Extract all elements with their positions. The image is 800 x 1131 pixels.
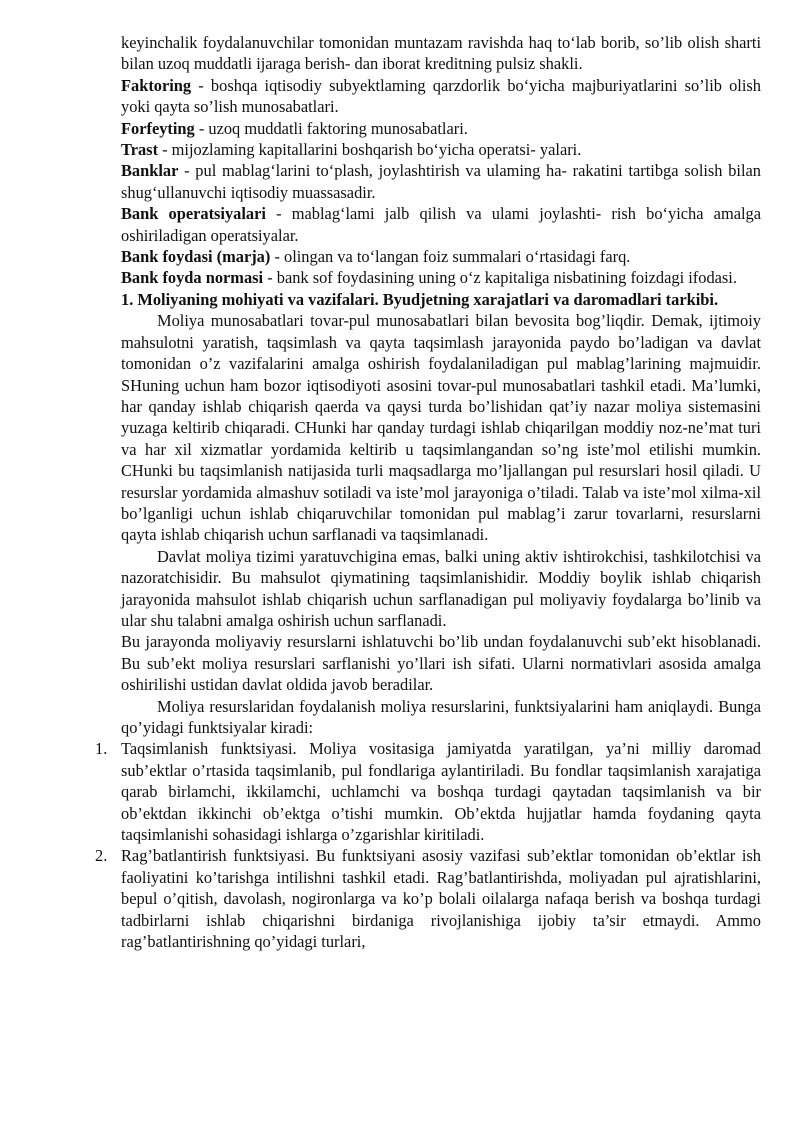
glossary-definition: - olingan va to‘langan foiz summalari o‘rtasidagi farq. <box>270 247 631 267</box>
body-paragraph: Davlat moliya tizimi yaratuvchigina emas, balki uning aktiv ishtirokchisi, tashkilotchisi va nazoratchisidir. Bu mahsulot qiymatining taqsimlanishidir. Moddiy boylik ishlab chiqarish jarayonida mahsulot ishlab chiqarish uchun sarflanadigan pul moliyaviy foydalarga bo’linib va ular shu talabni amalga oshirish uchun sarflanadi. <box>121 546 761 630</box>
glossary-entry <box>121 267 761 288</box>
list-item <box>95 845 761 952</box>
glossary-entry <box>121 246 761 267</box>
glossary-definition: - boshqa iqtisodiy subyektlaming qarzdorlik bo‘yicha majburiyatlarini so’lib olish yoki qayta so’lish munosabatlari. <box>121 75 761 117</box>
glossary-definition: - uzoq muddatli faktoring munosabatlari. <box>194 118 468 138</box>
list-text: Taqsimlanish funktsiyasi. Moliya vositasiga jamiyatda yaratilgan, ya’ni milliy daromad sub’ektlar o’rtasida taqsimlanib, pul fondlariga aylantiriladi. Bu fondlar taqsimlanish xarajatiga qarab birlamchi, ikkilamchi, uchlamchi va boshqa turdagi qaytadan taqsimlanish va bir ob’ektdan ikkinchi ob’ektga o’tishi mumkin. Ob’ektda hujjatlar hamda foydaning qayta taqsimlanishi sohasidagi ishlarga o’zgarishlar kiritiladi. <box>121 739 761 845</box>
intro-paragraph: keyinchalik foydalanuvchilar tomonidan muntazam ravishda haq to‘lab borib, so’lib olish sharti bilan uzoq muddatli ijaraga berish- dan iborat kreditning pulsiz shakli. <box>121 33 761 74</box>
glossary-entry <box>121 75 761 118</box>
section-heading: 1. Moliyaning mohiyati va vazifalari. Byudjetning xarajatlari va daromadlari tarkibi. <box>121 289 719 309</box>
glossary-term: Bank operatsiyalari <box>121 204 266 224</box>
glossary-definition: - mijozlaming kapitallarini boshqarish bo‘yicha operatsi- yalari. <box>158 140 582 160</box>
document-page <box>95 32 761 952</box>
glossary-entry <box>121 139 761 160</box>
function-list <box>95 738 761 952</box>
list-number: 2. <box>95 846 108 866</box>
glossary-definition: - pul mablag‘larini to‘plash, joylashtirish va ulaming ha- rakatini tartibga solish bilan shug‘ullanuvchi iqtisodiy muassasadir. <box>121 161 761 202</box>
glossary-term: Trast <box>121 140 159 160</box>
glossary-entry <box>121 203 761 246</box>
glossary-entry <box>121 118 761 139</box>
list-item <box>95 738 761 845</box>
list-text: Rag’batlantirish funktsiyasi. Bu funktsiyani asosiy vazifasi sub’ektlar tomonidan ob’ektlar ish faoliyatini ko’tarishga intilishni tashkil etadi. Rag’batlantirishda, moliyadan pul ajratishlarini, bepul o’qitish, davolash, nogironlarga va ko’p bolali oilalarga nafaqa berish va boshqa turdagi tadbirlarni ishlab chiqarishni birdaniga rivojlanishiga ijobiy ta’sir etmaydi. Ammo rag’batlantirishning qo’yidagi turlari, <box>121 846 761 952</box>
body-paragraph: Moliya munosabatlari tovar-pul munosabatlari bilan bevosita bog’liqdir. Demak, ijtimoiy mahsulotni yaratish, taqsimlash va qayta taqsimlash jarayonida paydo bo’ladigan va davlat tomonidan o’z vazifalarini amalga oshirish foydalaniladigan pul mablag’larining majmuidir. SHuning uchun ham bozor iqtisodiyoti asosini tovar-pul munosabatlari tashkil etadi. Ma’lumki, har qanday ishlab chiqarish qaerda va qaysi turda bo’lishidan qat’iy nazar moliya sistemasini yuzaga keltirib chiqaradi. CHunki har qanday turdagi ishlab chiqarilgan moddiy noz-ne’mat turi va har xil xizmatlar yordamida keltirib u taqsimlangandan so’ng iste’mol etilishi mumkin. CHunki bu taqsimlanish natijasida turli maqsadlarga mo’ljallangan pul resurslari hosil qiladi. U resurslar yordamida almashuv sotiladi va iste’mol jarayoniga o’tiladi. Talab va iste’mol xilma-xil bo’lganligi uchun ishlab chiqaruvchilar tomonidan pul mablag’i zarur tovarlarni, resurslarni qayta ishlab chiqarish uchun sarflanadi va taqsimlanadi. <box>121 311 761 545</box>
glossary-term: Bank foydasi (marja) <box>121 247 271 267</box>
glossary-entry <box>121 160 761 203</box>
glossary-definition: - bank sof foydasining uning o‘z kapitaliga nisbatining foizdagi ifodasi. <box>263 268 737 288</box>
body-paragraph: Moliya resurslaridan foydalanish moliya resurslarini, funktsiyalarini ham aniqlaydi. Bunga qo’yidagi funktsiyalar kiradi: <box>121 696 761 737</box>
glossary-definition: - mablag‘lami jalb qilish va ulami joylashti- rish bo‘yicha amalga oshiriladigan operatsiyalar. <box>121 204 761 245</box>
body-paragraph: Bu jarayonda moliyaviy resurslarni ishlatuvchi bo’lib undan foydalanuvchi sub’ekt hisoblanadi. Bu sub’ekt moliya resurslari sarflanishi yo’llari ish sifati. Ularni normativlari asosida amalga oshirilishi ustidan davlat oldida javob beradilar. <box>121 632 761 695</box>
glossary-term: Banklar <box>121 161 179 181</box>
glossary-term: Bank foyda normasi <box>121 268 264 288</box>
list-number: 1. <box>95 739 108 759</box>
glossary <box>121 75 761 289</box>
glossary-term: Forfeyting <box>121 118 195 138</box>
glossary-term: Faktoring <box>121 75 192 95</box>
